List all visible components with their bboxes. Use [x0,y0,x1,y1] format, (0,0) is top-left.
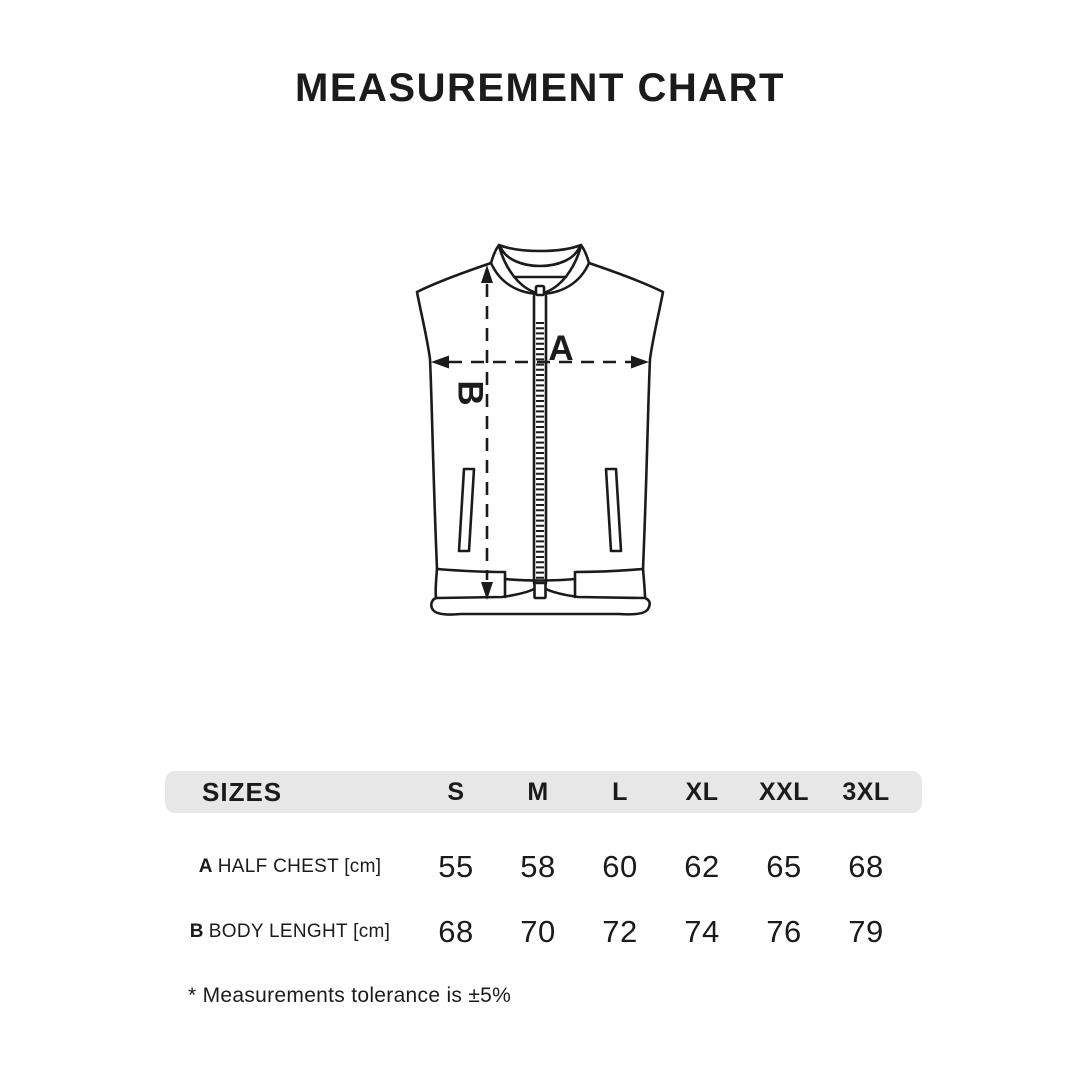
value-cell: 55 [438,848,474,884]
size-col-s: S [447,777,465,806]
body-length-label: B [450,380,490,406]
page-title: MEASUREMENT CHART [295,66,785,110]
zipper-pull [536,286,544,295]
sizes-header-label: SIZES [202,776,283,807]
half-chest-label: A [548,329,574,368]
row-letter: A [198,855,213,877]
size-table [165,771,922,964]
value-cell: 74 [684,913,720,949]
table-row-body-length [165,899,922,964]
value-cell: 70 [520,913,556,949]
size-col-xxl: XXL [758,777,810,806]
row-name: BODY LENGHT [cm] [208,920,391,942]
size-col-m: M [527,777,549,806]
row-letter: B [189,920,204,942]
value-cell: 58 [520,848,556,884]
value-cell: 72 [602,913,638,949]
row-label [165,856,415,878]
table-row-half-chest [165,834,922,899]
value-cell: 76 [766,913,802,949]
size-col-xl: XL [685,777,719,806]
value-cell: 65 [766,848,802,884]
value-cell: 68 [848,848,884,884]
size-col-l: L [612,777,628,806]
value-cell: 62 [684,848,720,884]
value-cell: 60 [602,848,638,884]
vest-outline [417,245,663,615]
size-col-3xl: 3XL [842,777,890,806]
tolerance-footnote: * Measurements tolerance is ±5% [188,984,512,1007]
row-name: HALF CHEST [cm] [217,855,382,877]
row-label [165,921,415,943]
value-cell: 68 [438,913,474,949]
size-table-header [165,771,922,813]
value-cell: 79 [848,913,884,949]
zipper-stop [535,583,546,598]
